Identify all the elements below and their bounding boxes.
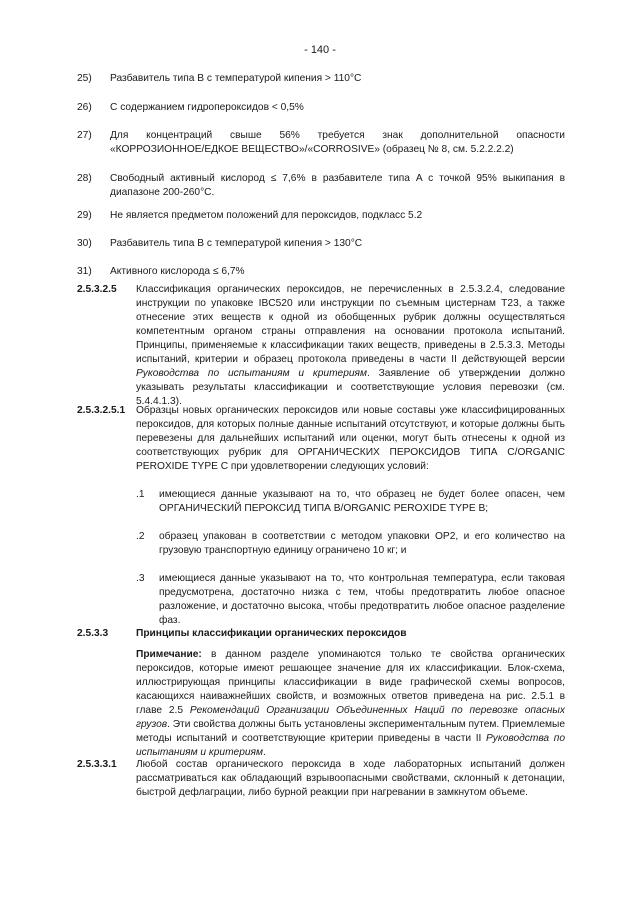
section-text: Классификация органических пероксидов, не перечисленных в 2.5.3.2.4, следование инструкции по упаковке IBC520 или инструкции по съемным цистернам T23, а также отнесение этих веществ к одной из обобщенных рубрик должны осуществляться компетентным органом страны отправления на основании протокола испытаний. Принципы, применяемые к классификации таких веществ, приведены в 2.5.3.3. Методы испытаний, критерии и образец протокола приведены в части II действующей версии Руководства по испытаниям и критериям. Заявление об утверждении должно указывать результаты классификации и соответствующие условия перевозки (см. 5.4.4.1.3).	[136, 284, 565, 407]
section-number: 2.5.3.3	[77, 628, 109, 639]
section-text: Образцы новых органических пероксидов или новые составы уже классифицированных пероксидов, для которых полные данные испытаний отсутствуют, и которые должны быть перевезены для дальнейших испытаний или оценки, могут быть отнесены к одной из соответствующих рубрик для ОРГАНИЧЕСКИХ ПЕРОКСИДОВ ТИПА C/ORGANIC PEROXIDE TYPE C при удовлетворении следующих условий:	[136, 405, 565, 472]
footnote-text: Активного кислорода ≤ 6,7%	[110, 266, 245, 277]
list-item-text: образец упакован в соответствии с методом упаковки OP2, и его количество на грузовую транспортную единицу ограничено 10 кг; и	[159, 531, 565, 556]
section-number: 2.5.3.2.5	[77, 284, 117, 295]
list-item-number: .2	[136, 531, 145, 542]
section-text: Любой состав органического пероксида в ходе лабораторных испытаний должен рассматриваться как обладающий взрывоопасными свойствами, склонный к детонации, быстрой дефлаграции, либо бурной реакции при нагревании в замкнутом объеме.	[136, 759, 565, 798]
footnote-number: 29)	[77, 210, 92, 221]
footnote-text: Свободный активный кислород ≤ 7,6% в разбавителе типа A с точкой 95% выкипания в диапазоне 200-260°C.	[110, 173, 565, 198]
footnote-text: Не является предметом положений для пероксидов, подкласс 5.2	[110, 210, 423, 221]
list-item-text: имеющиеся данные указывают на то, что образец не будет более опасен, чем ОРГАНИЧЕСКИЙ ПЕРОКСИД ТИПА B/ORGANIC PEROXIDE TYPE B;	[159, 489, 565, 514]
list-item-number: .3	[136, 573, 145, 584]
footnote-number: 28)	[77, 173, 92, 184]
section-number: 2.5.3.3.1	[77, 759, 117, 770]
list-item-text: имеющиеся данные указывают на то, что контрольная температура, если таковая предусмотрена, достаточно низка с тем, чтобы предотвратить любое опасное разложение, и достаточно высока, чтобы предотвратить любое опасное разделение фаз.	[159, 573, 565, 626]
section-number: 2.5.3.2.5.1	[77, 405, 126, 416]
footnote-text: С содержанием гидропероксидов < 0,5%	[110, 102, 304, 113]
footnote-number: 31)	[77, 266, 92, 277]
note-label: Примечание:	[136, 649, 202, 660]
section-heading: Принципы классификации органических пероксидов	[136, 628, 407, 639]
page-number: - 140 -	[304, 44, 336, 56]
footnote-number: 27)	[77, 130, 92, 141]
footnote-text	[110, 129, 565, 157]
list-item-number: .1	[136, 489, 145, 500]
footnote-text-line: «КОРРОЗИОННОЕ/ЕДКОЕ ВЕЩЕСТВО»/«CORROSIVE» (образец № 8, см. 5.2.2.2.2)	[110, 144, 514, 155]
footnote-text: Разбавитель типа B с температурой кипения > 130°C	[110, 238, 363, 249]
footnote-number: 26)	[77, 102, 92, 113]
footnote-text: Разбавитель типа B с температурой кипения > 110°C	[110, 73, 362, 84]
note-text: Примечание: в данном разделе упоминаются только те свойства органических пероксидов, которые имеют решающее значение для их классификации. Блок-схема, иллюстрирующая принципы классификации в виде графической схемы вопросов, касающихся наиважнейших свойств, и возможных ответов приведена на рис. 2.5.1 в главе 2.5 Рекомендаций Организации Объединенных Наций по перевозке опасных грузов. Эти свойства должны быть установлены экспериментальным путем. Приемлемые методы испытаний и соответствующие критерии приведены в части II Руководства по испытаниям и критериям.	[136, 649, 565, 758]
footnote-number: 25)	[77, 73, 92, 84]
footnote-text-line: Для концентраций свыше 56% требуется знак дополнительной опасности	[110, 130, 565, 141]
footnote-number: 30)	[77, 238, 92, 249]
